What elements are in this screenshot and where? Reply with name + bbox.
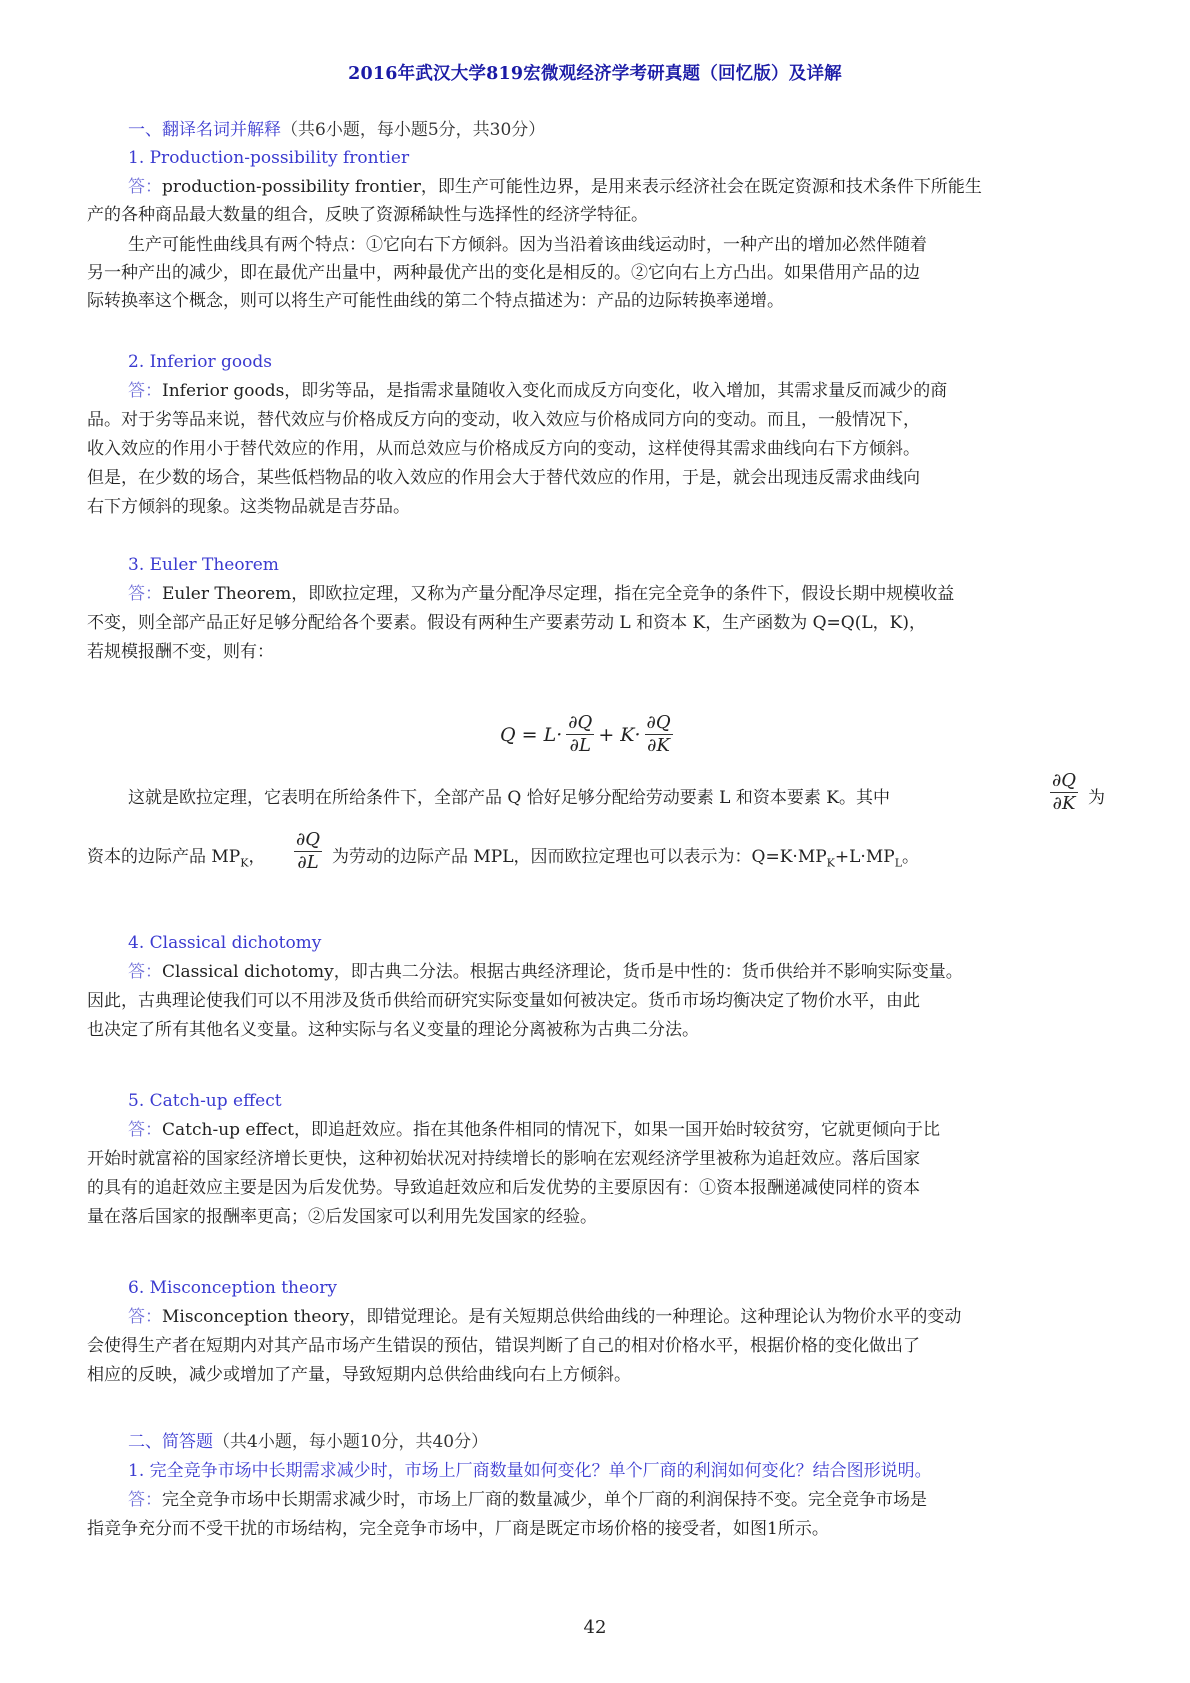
fraction-numerator: ∂Q: [1052, 770, 1077, 791]
document-title: 2016年武汉大学819宏微观经济学考研真题（回忆版）及详解: [348, 64, 842, 84]
answer-text: Classical dichotomy，即古典二分法。根据古典经济理论，货币是中性的：货币供给并不影响实际变量。: [162, 962, 963, 982]
fraction-dq-dk: [645, 712, 673, 757]
item-3-answer-line-1: [128, 582, 954, 606]
fraction-denominator: ∂K: [647, 735, 670, 756]
fraction-denominator: ∂K: [1052, 793, 1076, 814]
fraction-numerator: ∂Q: [646, 712, 671, 733]
item-5-label: 5. Catch-up effect: [128, 1091, 282, 1111]
answer-prefix: 答：: [128, 962, 162, 982]
page-number: 42: [583, 1617, 607, 1638]
euler-explanation-line-2: [87, 845, 265, 875]
answer-prefix: 答：: [128, 1490, 162, 1510]
item-3-answer-line-3: 若规模报酬不变，则有：: [87, 642, 274, 662]
fraction-dq-dk-inline: [1050, 770, 1078, 815]
text-segment: ，: [248, 847, 266, 867]
answer-text: Catch-up effect，即追赶效应。指在其他条件相同的情况下，如果一国开始时较贫穷，它就更倾向于比: [162, 1120, 940, 1140]
subscript: K: [240, 856, 249, 870]
fraction-denominator: ∂L: [569, 735, 591, 756]
euler-explanation-line-2-rest: [332, 845, 919, 875]
item-6-answer-line-3: 相应的反映，减少或增加了产量，导致短期内总供给曲线向右上方倾斜。: [87, 1365, 631, 1385]
fraction-numerator: ∂Q: [568, 712, 593, 733]
subscript: L: [894, 856, 902, 870]
euler-formula: [500, 712, 673, 757]
text-segment: 资本的边际产品 MP: [87, 847, 241, 867]
item-1-label: 1. Production-possibility frontier: [128, 148, 410, 168]
section2-question-1: 1. 完全竞争市场中长期需求减少时，市场上厂商数量如何变化？单个厂商的利润如何变化？结合图形说明。: [128, 1461, 932, 1481]
section2-heading-label: 二、简答题: [128, 1432, 213, 1452]
answer-text: 完全竞争市场中长期需求减少时，市场上厂商的数量减少，单个厂商的利润保持不变。完全竞争市场是: [162, 1490, 927, 1510]
item-2-answer-line-4: 但是，在少数的场合，某些低档物品的收入效应的作用会大于替代效应的作用，于是，就会出现违反需求曲线向: [87, 468, 920, 488]
item-6-answer-line-2: 会使得生产者在短期内对其产品市场产生错误的预估，错误判断了自己的相对价格水平，根据价格的变化做出了: [87, 1336, 920, 1356]
section1-heading: [128, 118, 545, 142]
answer-prefix: 答：: [128, 177, 162, 197]
item-5-answer-line-1: [128, 1118, 940, 1142]
item-2-answer-line-1: [128, 379, 947, 403]
formula-mid: + K·: [598, 723, 641, 746]
item-2-answer-line-2: 品。对于劣等品来说，替代效应与价格成反方向的变动，收入效应与价格成同方向的变动。而且，一般情况下，: [87, 410, 920, 430]
answer-text: Inferior goods，即劣等品，是指需求量随收入变化而成反方向变化，收入增加，其需求量反而减少的商: [162, 381, 948, 401]
item-5-answer-line-3: 的具有的追赶效应主要是因为后发优势。导致追赶效应和后发优势的主要原因有：①资本报酬递减使同样的资本: [87, 1178, 920, 1198]
item-6-answer-line-1: [128, 1305, 961, 1329]
answer-text: production-possibility frontier，即生产可能性边界，是用来表示经济社会在既定资源和技术条件下所能生: [162, 177, 982, 197]
item-4-label: 4. Classical dichotomy: [128, 933, 322, 953]
item-1-answer-line-1: [128, 175, 982, 199]
text-segment: 。: [902, 847, 919, 867]
section1-heading-label: 一、翻译名词并解释: [128, 120, 281, 140]
answer-prefix: 答：: [128, 1120, 162, 1140]
answer-text: Euler Theorem，即欧拉定理，又称为产量分配净尽定理，指在完全竞争的条件下，假设长期中规模收益: [162, 584, 955, 604]
item-5-answer-line-2: 开始时就富裕的国家经济增长更快，这种初始状况对持续增长的影响在宏观经济学里被称为追赶效应。落后国家: [87, 1149, 920, 1169]
item-2-label: 2. Inferior goods: [128, 352, 272, 372]
item-2-answer-line-3: 收入效应的作用小于替代效应的作用，从而总效应与价格成反方向的变动，这样使得其需求曲线向右下方倾斜。: [87, 439, 920, 459]
answer-prefix: 答：: [128, 1307, 162, 1327]
item-4-answer-line-1: [128, 960, 963, 984]
subscript: K: [826, 856, 835, 870]
fraction-numerator: ∂Q: [296, 829, 321, 850]
section2-heading: [128, 1430, 488, 1454]
item-2-answer-line-5: 右下方倾斜的现象。这类物品就是吉芬品。: [87, 497, 410, 517]
item-1-answer-line-5: 际转换率这个概念，则可以将生产可能性曲线的第二个特点描述为：产品的边际转换率递增。: [87, 291, 784, 311]
euler-explanation-line-1-end: 为: [1088, 788, 1105, 808]
item-4-answer-line-3: 也决定了所有其他名义变量。这种实际与名义变量的理论分离被称为古典二分法。: [87, 1020, 699, 1040]
item-1-answer-line-3: 生产可能性曲线具有两个特点：①它向右下方倾斜。因为当沿着该曲线运动时，一种产出的增加必然伴随着: [128, 235, 927, 255]
fraction-denominator: ∂L: [297, 852, 319, 873]
item-3-label: 3. Euler Theorem: [128, 555, 279, 575]
fraction-dq-dl: [566, 712, 594, 757]
euler-explanation-line-1: 这就是欧拉定理，它表明在所给条件下，全部产品 Q 恰好足够分配给劳动要素 L 和资本要素 K。其中: [128, 788, 890, 808]
item-1-answer-line-4: 另一种产出的减少，即在最优产出量中，两种最优产出的变化是相反的。②它向右上方凸出。如果借用产品的边: [87, 263, 920, 283]
section2-heading-note: （共4小题，每小题10分，共40分）: [213, 1432, 489, 1452]
item-5-answer-line-4: 量在落后国家的报酬率更高；②后发国家可以利用先发国家的经验。: [87, 1207, 597, 1227]
text-segment: 为劳动的边际产品 MPL，因而欧拉定理也可以表示为：Q=K·MP: [332, 847, 827, 867]
section2-answer-line-2: 指竞争充分而不受干扰的市场结构，完全竞争市场中，厂商是既定市场价格的接受者，如图1所示。: [87, 1519, 829, 1539]
item-4-answer-line-2: 因此，古典理论使我们可以不用涉及货币供给而研究实际变量如何被决定。货币市场均衡决定了物价水平，由此: [87, 991, 920, 1011]
answer-prefix: 答：: [128, 584, 162, 604]
section2-answer-line-1: [128, 1488, 927, 1512]
section1-heading-note: （共6小题，每小题5分，共30分）: [281, 120, 546, 140]
text-segment: +L·MP: [834, 847, 895, 867]
formula-lhs: Q = L·: [500, 723, 563, 746]
item-1-answer-line-2: 产的各种商品最大数量的组合，反映了资源稀缺性与选择性的经济学特征。: [87, 205, 648, 225]
fraction-dq-dl-inline: [294, 829, 322, 874]
item-6-label: 6. Misconception theory: [128, 1278, 338, 1298]
answer-prefix: 答：: [128, 381, 162, 401]
answer-text: Misconception theory，即错觉理论。是有关短期总供给曲线的一种理论。这种理论认为物价水平的变动: [162, 1307, 962, 1327]
item-3-answer-line-2: 不变，则全部产品正好足够分配给各个要素。假设有两种生产要素劳动 L 和资本 K，生产函数为 Q=Q(L，K)，: [87, 613, 926, 633]
